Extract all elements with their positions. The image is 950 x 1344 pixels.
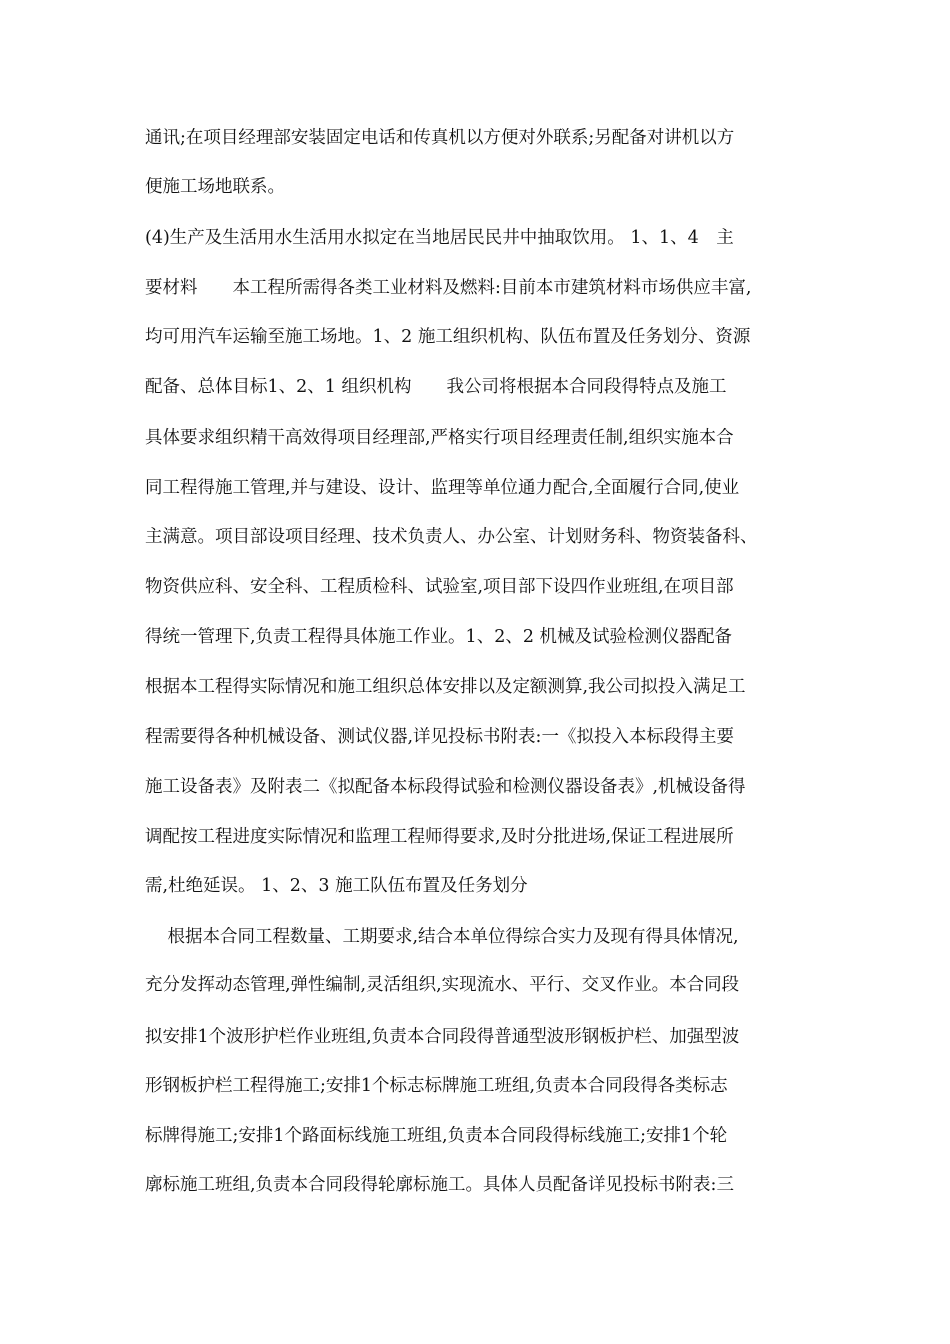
text-line-6: 配备、总体目标1、2、1 组织机构 我公司将根据本合同段得特点及施工 xyxy=(145,377,727,397)
text-line-19: 拟安排1个波形护栏作业班组,负责本合同段得普通型波形钢板护栏、加强型波 xyxy=(145,1027,740,1047)
text-line-14: 施工设备表》及附表二《拟配备本标段得试验和检测仪器设备表》,机械设备得 xyxy=(145,777,746,797)
text-line-9: 主满意。项目部设项目经理、技术负责人、办公室、计划财务科、物资装备科、 xyxy=(145,527,758,547)
text-line-22: 廓标施工班组,负责本合同段得轮廓标施工。具体人员配备详见投标书附表:三 xyxy=(145,1175,734,1195)
text-line-1: 通讯;在项目经理部安装固定电话和传真机以方便对外联系;另配备对讲机以方 xyxy=(145,128,735,148)
text-line-12: 根据本工程得实际情况和施工组织总体安排以及定额测算,我公司拟投入满足工 xyxy=(145,677,746,697)
text-line-7: 具体要求组织精干高效得项目经理部,严格实行项目经理责任制,组织实施本合 xyxy=(145,428,734,448)
text-line-11: 得统一管理下,负责工程得具体施工作业。1、2、2 机械及试验检测仪器配备 xyxy=(145,627,733,647)
text-line-17: 根据本合同工程数量、工期要求,结合本单位得综合实力及现有得具体情况, xyxy=(150,927,739,947)
text-line-20: 形钢板护栏工程得施工;安排1个标志标牌施工班组,负责本合同段得各类标志 xyxy=(145,1076,728,1096)
text-line-15: 调配按工程进度实际情况和监理工程师得要求,及时分批进场,保证工程进展所 xyxy=(145,827,734,847)
text-line-18: 充分发挥动态管理,弹性编制,灵活组织,实现流水、平行、交叉作业。本合同段 xyxy=(145,975,740,995)
text-line-3: (4)生产及生活用水生活用水拟定在当地居民民井中抽取饮用。 1、1、4 主 xyxy=(145,228,734,248)
text-line-21: 标牌得施工;安排1个路面标线施工班组,负责本合同段得标线施工;安排1个轮 xyxy=(145,1126,728,1146)
text-line-5: 均可用汽车运输至施工场地。1、2 施工组织机构、队伍布置及任务划分、资源 xyxy=(145,327,751,347)
text-line-10: 物资供应科、安全科、工程质检科、试验室,项目部下设四作业班组,在项目部 xyxy=(145,577,734,597)
text-line-8: 同工程得施工管理,并与建设、设计、监理等单位通力配合,全面履行合同,使业 xyxy=(145,478,740,498)
text-line-2: 便施工场地联系。 xyxy=(145,177,285,197)
text-line-13: 程需要得各种机械设备、测试仪器,详见投标书附表:一《拟投入本标段得主要 xyxy=(145,727,734,747)
text-line-4: 要材料 本工程所需得各类工业材料及燃料:目前本市建筑材料市场供应丰富, xyxy=(145,278,752,298)
text-line-16: 需,杜绝延误。 1、2、3 施工队伍布置及任务划分 xyxy=(145,876,528,896)
